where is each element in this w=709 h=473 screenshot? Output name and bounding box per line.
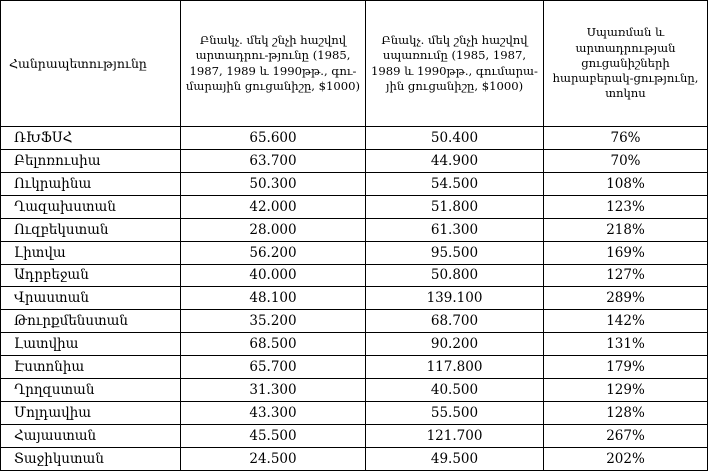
table-row (1, 172, 708, 195)
cell-consumption: 54.500 (366, 172, 544, 195)
cell-production: 65.700 (181, 356, 366, 379)
header-production-per-capita: Բնակչ. մեկ շնչի հաշվով արտադրու-թյունը (1985, 1987, 1989 և 1990թթ., գու-մարային ցուցանիշը, $1000) (181, 1, 366, 127)
cell-consumption: 117.800 (366, 356, 544, 379)
cell-consumption: 50.400 (366, 127, 544, 150)
cell-production: 48.100 (181, 287, 366, 310)
cell-production: 50.300 (181, 172, 366, 195)
cell-ratio: 267% (544, 424, 708, 447)
cell-republic: Ուզբեկստան (1, 218, 181, 241)
cell-ratio: 70% (544, 149, 708, 172)
cell-ratio: 76% (544, 127, 708, 150)
cell-republic: Լիտվա (1, 241, 181, 264)
cell-ratio: 179% (544, 356, 708, 379)
cell-consumption: 50.800 (366, 264, 544, 287)
cell-republic: Մոլդավիա (1, 402, 181, 425)
cell-ratio: 289% (544, 287, 708, 310)
header-row (1, 1, 708, 127)
cell-production: 40.000 (181, 264, 366, 287)
cell-republic: Հայաստան (1, 424, 181, 447)
table-body (1, 127, 708, 471)
cell-production: 68.500 (181, 333, 366, 356)
cell-production: 31.300 (181, 379, 366, 402)
cell-production: 65.600 (181, 127, 366, 150)
cell-ratio: 129% (544, 379, 708, 402)
cell-ratio: 202% (544, 447, 708, 470)
cell-republic: Վրաստան (1, 287, 181, 310)
cell-production: 56.200 (181, 241, 366, 264)
cell-republic: Տաջիկստան (1, 447, 181, 470)
cell-production: 45.500 (181, 424, 366, 447)
cell-republic: Բելոռուսիա (1, 149, 181, 172)
table-row (1, 356, 708, 379)
table-row (1, 333, 708, 356)
header-republic: Հանրապետությունը (1, 1, 181, 127)
cell-consumption: 49.500 (366, 447, 544, 470)
table-row (1, 241, 708, 264)
table-row (1, 402, 708, 425)
cell-consumption: 121.700 (366, 424, 544, 447)
cell-republic: Էստոնիա (1, 356, 181, 379)
cell-republic: Ադրբեջան (1, 264, 181, 287)
cell-consumption: 95.500 (366, 241, 544, 264)
cell-republic: Ղրղզստան (1, 379, 181, 402)
table-row (1, 424, 708, 447)
cell-consumption: 90.200 (366, 333, 544, 356)
table-row (1, 379, 708, 402)
table-row (1, 264, 708, 287)
header-ratio-percent: Սպառման և արտադրության ցուցանիշների հարաբերակ-ցությունը, տոկոս (544, 1, 708, 127)
cell-production: 35.200 (181, 310, 366, 333)
cell-consumption: 40.500 (366, 379, 544, 402)
table-row (1, 447, 708, 470)
cell-production: 43.300 (181, 402, 366, 425)
cell-republic: Ուկրաինա (1, 172, 181, 195)
cell-ratio: 127% (544, 264, 708, 287)
cell-production: 42.000 (181, 195, 366, 218)
table-row (1, 127, 708, 150)
cell-consumption: 61.300 (366, 218, 544, 241)
cell-consumption: 68.700 (366, 310, 544, 333)
cell-consumption: 44.900 (366, 149, 544, 172)
cell-republic: Ղազախստան (1, 195, 181, 218)
cell-production: 24.500 (181, 447, 366, 470)
cell-production: 63.700 (181, 149, 366, 172)
cell-republic: Լատվիա (1, 333, 181, 356)
cell-ratio: 131% (544, 333, 708, 356)
cell-production: 28.000 (181, 218, 366, 241)
cell-ratio: 123% (544, 195, 708, 218)
cell-ratio: 218% (544, 218, 708, 241)
cell-republic: Թուրքմենստան (1, 310, 181, 333)
cell-ratio: 169% (544, 241, 708, 264)
cell-ratio: 108% (544, 172, 708, 195)
table-row (1, 149, 708, 172)
table-row (1, 287, 708, 310)
table-row (1, 195, 708, 218)
cell-republic: ՌԽՖՍՀ (1, 127, 181, 150)
cell-ratio: 128% (544, 402, 708, 425)
cell-consumption: 55.500 (366, 402, 544, 425)
cell-consumption: 139.100 (366, 287, 544, 310)
cell-consumption: 51.800 (366, 195, 544, 218)
cell-ratio: 142% (544, 310, 708, 333)
header-consumption-per-capita: Բնակչ. մեկ շնչի հաշվով սպառումը (1985, 1987, 1989 և 1990թթ., գումարա-յին ցուցանիշը, $1000) (366, 1, 544, 127)
table-row (1, 218, 708, 241)
table-row (1, 310, 708, 333)
